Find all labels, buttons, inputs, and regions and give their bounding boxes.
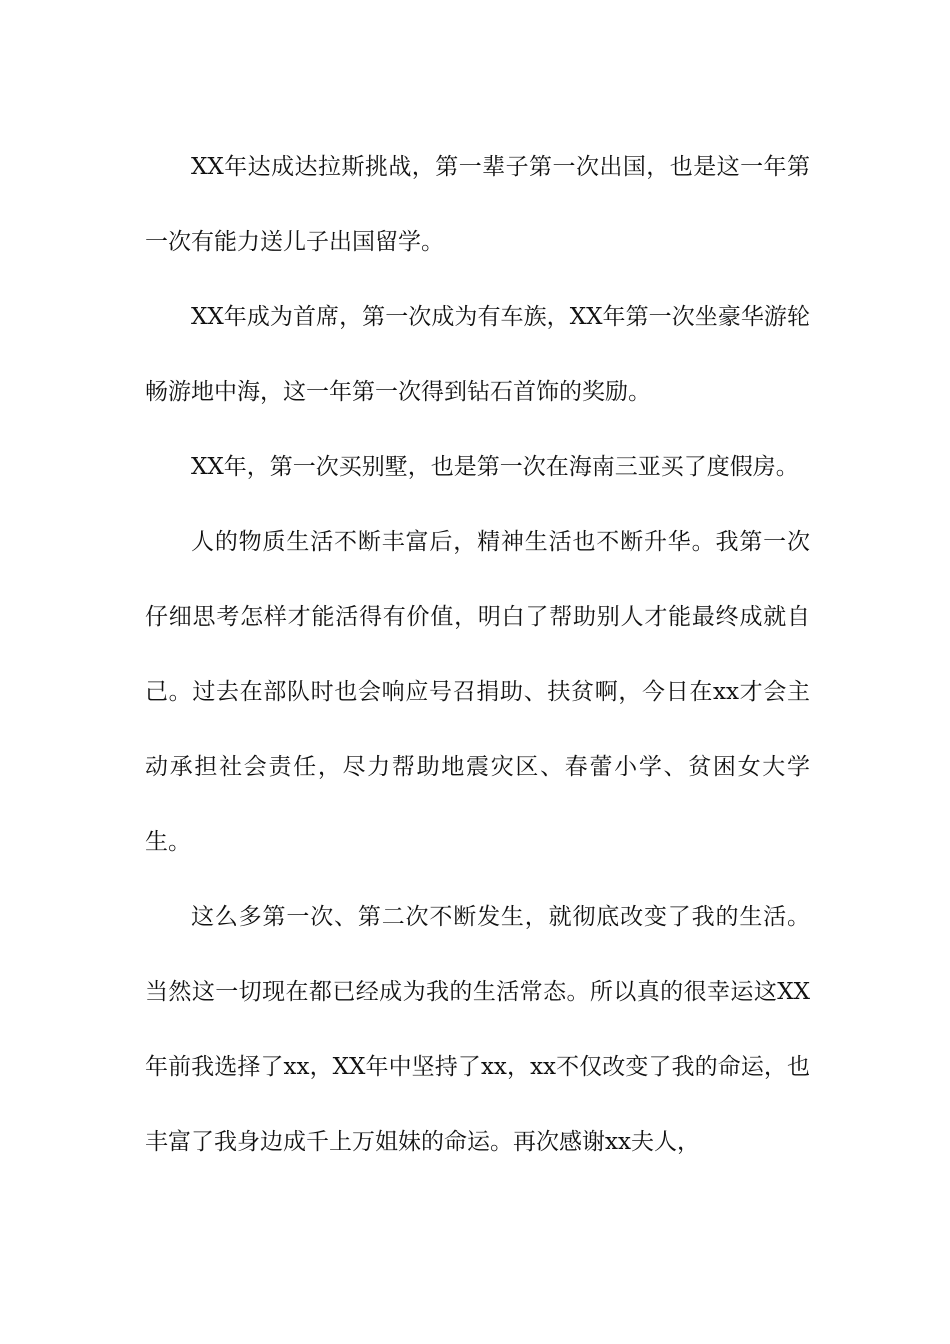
paragraph-1: XX年达成达拉斯挑战，第一辈子第一次出国，也是这一年第一次有能力送儿子出国留学。 [145, 154, 810, 255]
paragraph-5: 这么多第一次、第二次不断发生，就彻底改变了我的生活。当然这一切现在都已经成为我的生活常态。所以真的很幸运这XX年前我选择了xx，XX年中坚持了xx，xx不仅改变了我的命运，也丰富了我身边成千上万姐妹的命运。再次感谢xx夫人， [145, 904, 810, 1155]
paragraph-3: XX年，第一次买别墅，也是第一次在海南三亚买了度假房。 [191, 454, 799, 480]
paragraph-2: XX年成为首席，第一次成为有车族，XX年第一次坐豪华游轮畅游地中海，这一年第一次得到钻石首饰的奖励。 [145, 304, 810, 405]
body-text [145, 130, 810, 1180]
paragraph-4: 人的物质生活不断丰富后，精神生活也不断升华。我第一次仔细思考怎样才能活得有价值，明白了帮助别人才能最终成就自己。过去在部队时也会响应号召捐助、扶贫啊，今日在xx才会主动承担社会责任，尽力帮助地震灾区、春蕾小学、贫困女大学生。 [145, 529, 810, 855]
